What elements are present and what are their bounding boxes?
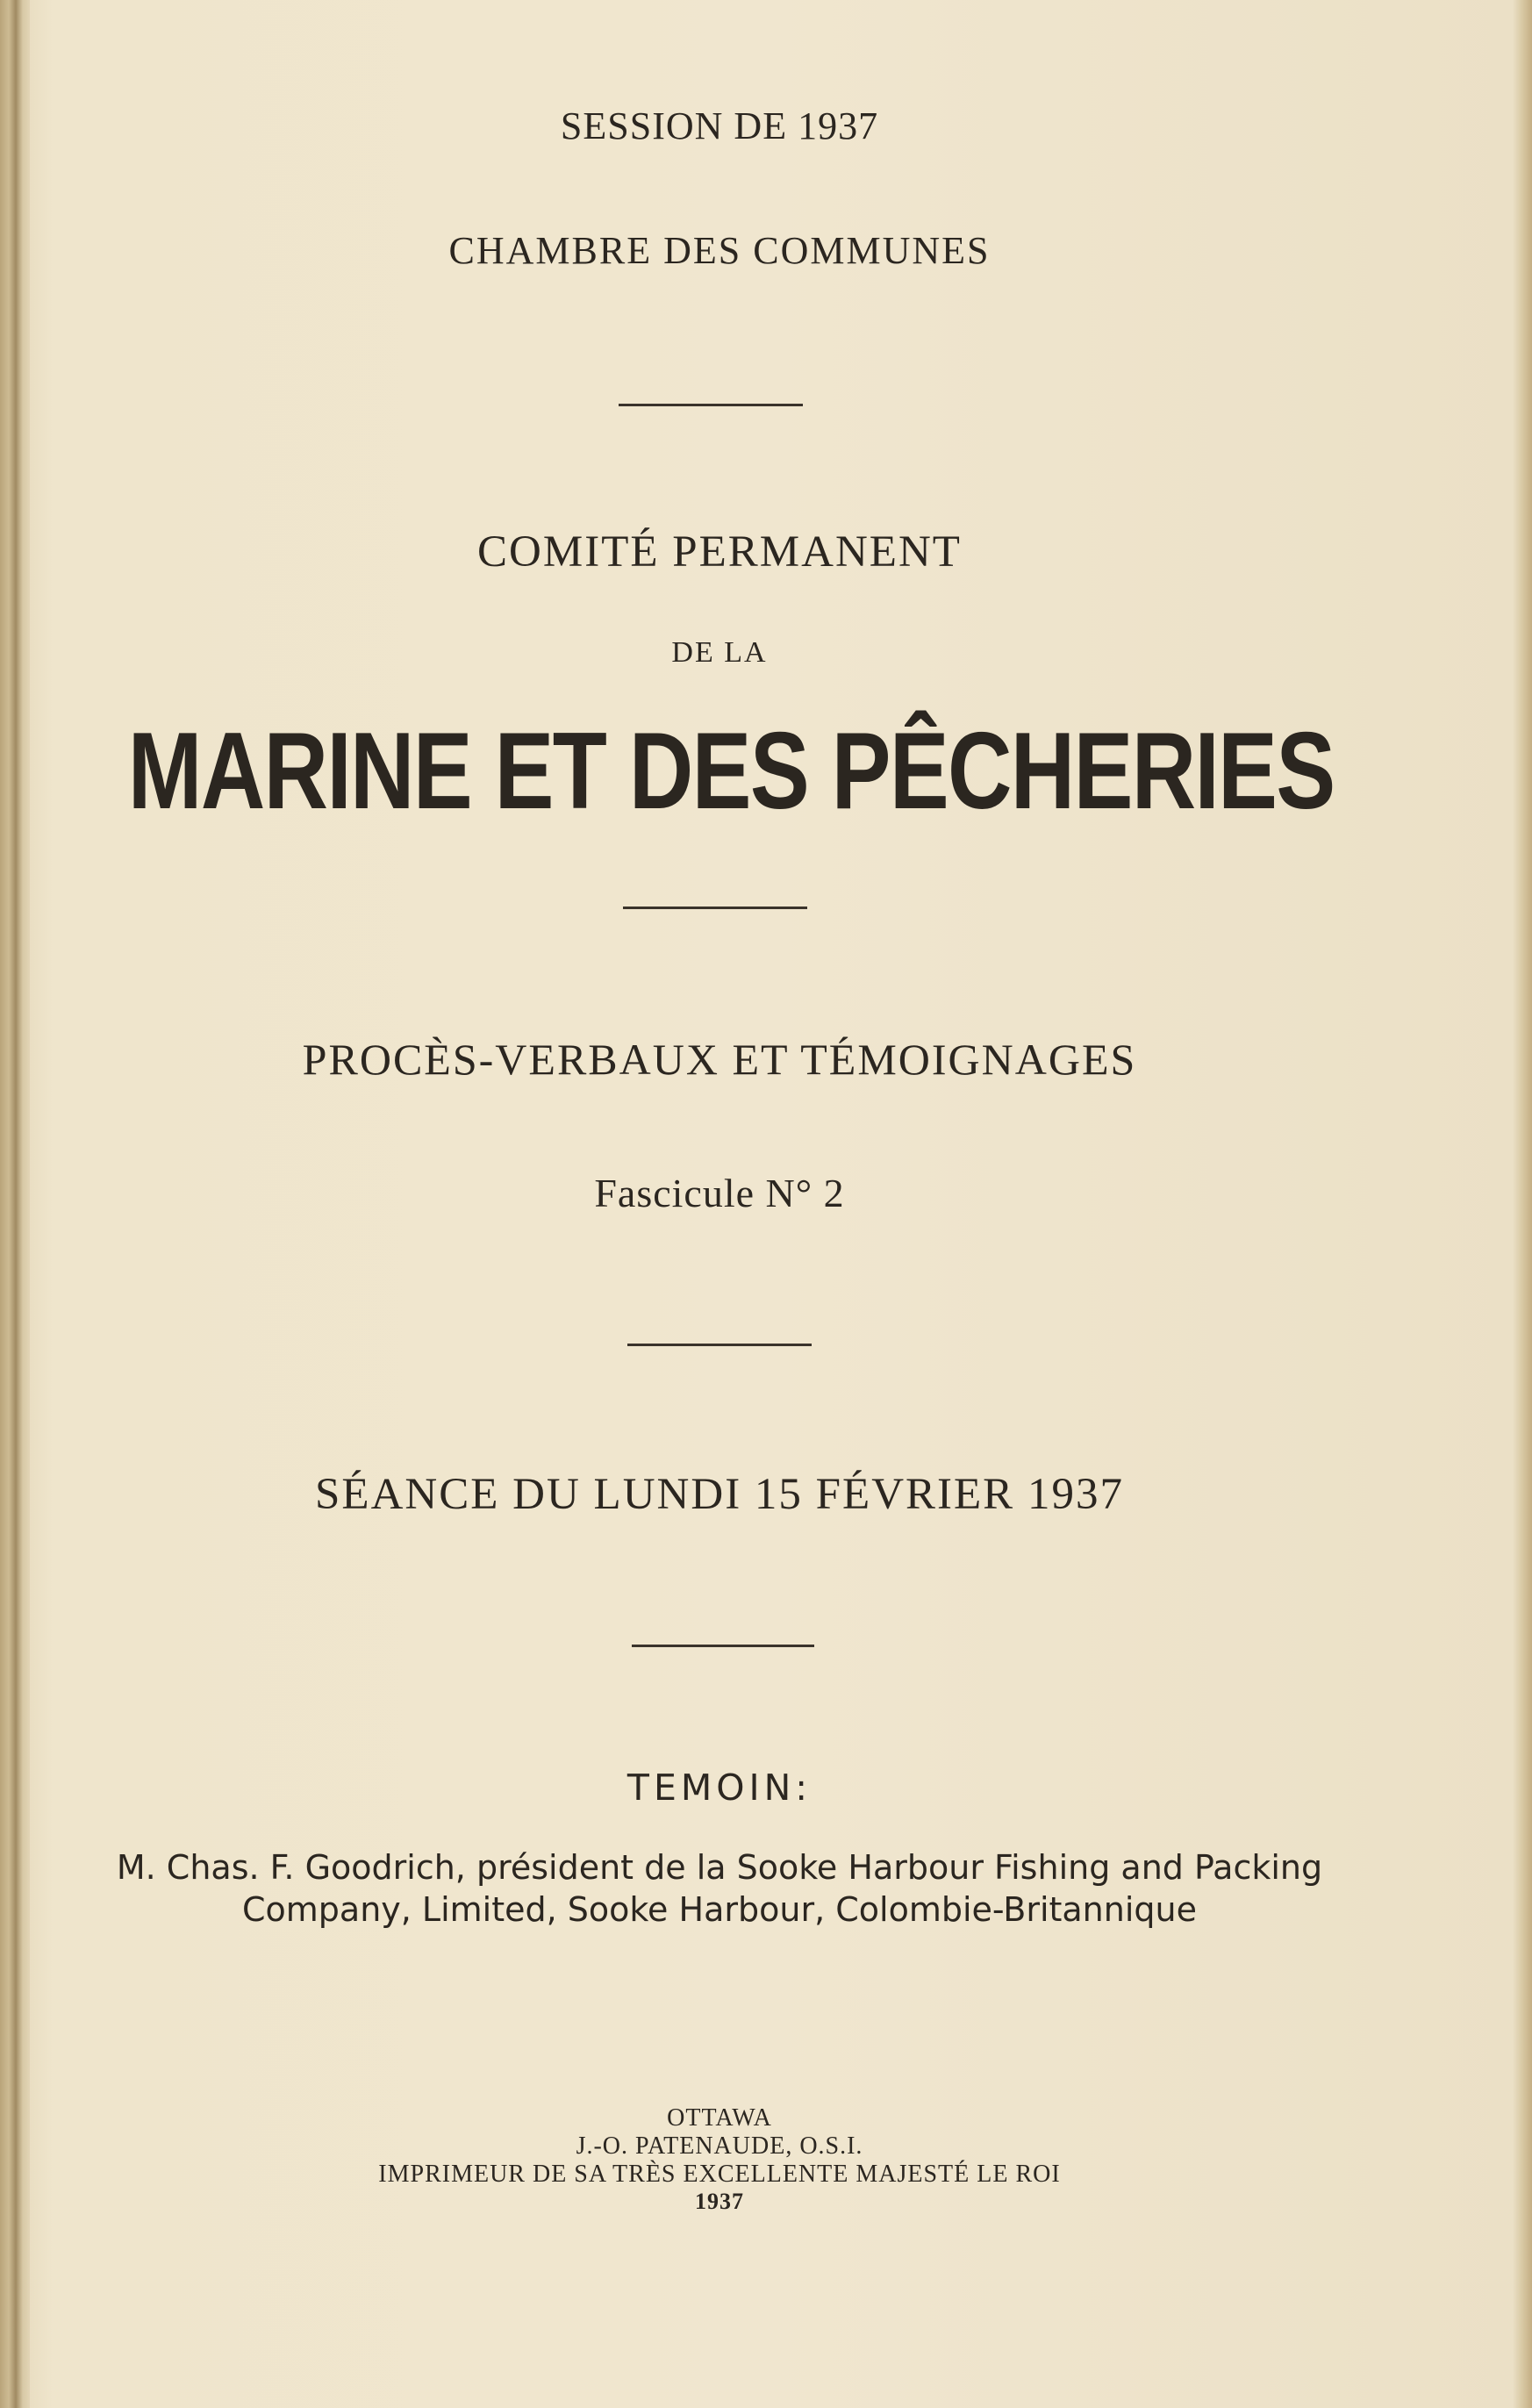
divider-rule <box>627 1344 812 1346</box>
chamber-heading: CHAMBRE DES COMMUNES <box>448 229 991 272</box>
witness-line: M. Chas. F. Goodrich, président de la Sooke Harbour Fishing and Packing <box>116 1848 1323 1887</box>
committee-title: MARINE ET DES PÊCHERIES <box>127 711 1335 832</box>
witness-line: Company, Limited, Sooke Harbour, Colombie-Britannique <box>241 1890 1197 1929</box>
witness-heading: TEMOIN: <box>626 1767 813 1809</box>
imprint-year: 1937 <box>695 2189 744 2214</box>
divider-rule <box>632 1645 814 1647</box>
divider-rule <box>619 404 803 406</box>
issue-number: Fascicule N° 2 <box>594 1171 845 1215</box>
sitting-date: SÉANCE DU LUNDI 15 FÉVRIER 1937 <box>315 1470 1124 1519</box>
session-heading: SESSION DE 1937 <box>560 104 879 147</box>
divider-rule <box>623 907 807 909</box>
committee-connector: DE LA <box>671 636 768 669</box>
imprint-city: OTTAWA <box>667 2104 772 2132</box>
page-right-edge <box>1513 0 1532 2408</box>
imprint-printer: J.-O. PATENAUDE, O.S.I. <box>576 2132 863 2160</box>
document-type: PROCÈS-VERBAUX ET TÉMOIGNAGES <box>302 1035 1137 1084</box>
committee-heading: COMITÉ PERMANENT <box>477 527 962 577</box>
imprint-title: IMPRIMEUR DE SA TRÈS EXCELLENTE MAJESTÉ LE ROI <box>378 2161 1061 2188</box>
